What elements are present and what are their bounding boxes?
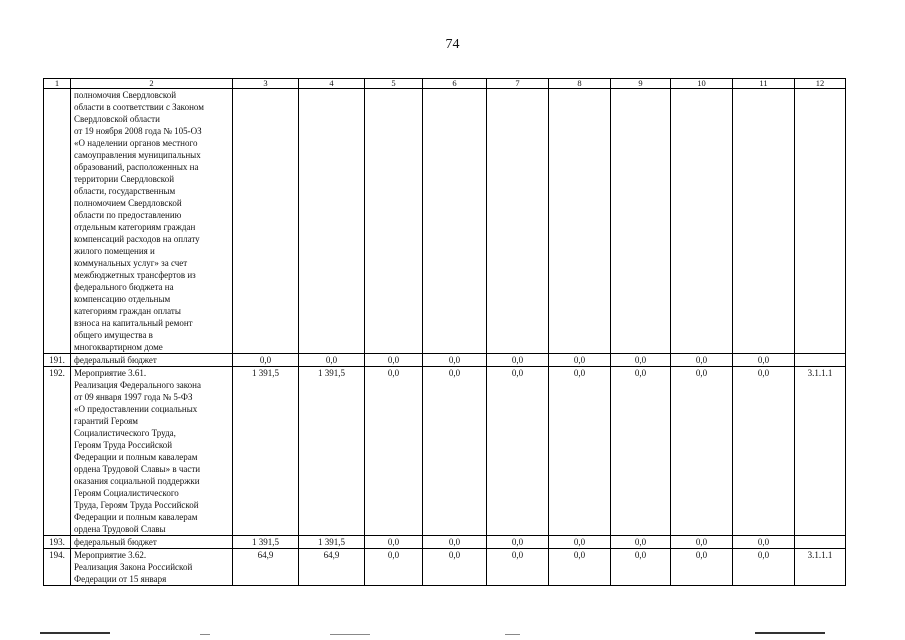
value-cell: 0,0 — [733, 549, 795, 586]
value-cell: 0,0 — [487, 549, 549, 586]
column-header: 10 — [671, 79, 733, 89]
value-cell — [299, 89, 365, 354]
column-numbers-row — [44, 79, 846, 89]
value-cell — [611, 89, 671, 354]
column-header: 7 — [487, 79, 549, 89]
value-cell: 0,0 — [671, 549, 733, 586]
budget-table — [43, 78, 846, 586]
value-cell: 1 391,5 — [299, 367, 365, 536]
code-cell: 3.1.1.1 — [795, 549, 846, 586]
value-cell: 0,0 — [733, 367, 795, 536]
row-number: 192. — [44, 367, 71, 536]
value-cell: 0,0 — [549, 549, 611, 586]
value-cell: 0,0 — [423, 367, 487, 536]
table-row — [44, 89, 846, 354]
value-cell: 0,0 — [733, 354, 795, 367]
value-cell: 0,0 — [365, 549, 423, 586]
row-number — [44, 89, 71, 354]
value-cell: 0,0 — [299, 354, 365, 367]
row-number: 194. — [44, 549, 71, 586]
table-row — [44, 367, 846, 536]
scan-artifact-line — [40, 632, 110, 634]
value-cell: 0,0 — [611, 549, 671, 586]
row-description: Мероприятие 3.61. Реализация Федерального закона от 09 января 1997 года № 5-ФЗ «О предоставлении социальных гарантий Героям Социалистического Труда, Героям Труда Российской Федерации и полным кавалерам ордена Трудовой Славы» в части оказания социальной поддержки Героям Социалистического Труда, Героям Труда Российской Федерации и полным кавалерам ордена Трудовой Славы — [71, 367, 233, 536]
column-header: 2 — [71, 79, 233, 89]
page-number: 74 — [445, 37, 460, 52]
row-number: 193. — [44, 536, 71, 549]
scan-artifact-line — [505, 634, 520, 635]
row-number: 191. — [44, 354, 71, 367]
value-cell: 0,0 — [487, 536, 549, 549]
value-cell — [671, 89, 733, 354]
value-cell: 0,0 — [487, 367, 549, 536]
value-cell — [487, 89, 549, 354]
value-cell: 1 391,5 — [299, 536, 365, 549]
value-cell: 0,0 — [671, 354, 733, 367]
value-cell — [233, 89, 299, 354]
value-cell: 0,0 — [733, 536, 795, 549]
value-cell: 0,0 — [487, 354, 549, 367]
value-cell: 0,0 — [671, 367, 733, 536]
value-cell: 0,0 — [365, 536, 423, 549]
column-header: 12 — [795, 79, 846, 89]
value-cell: 0,0 — [549, 367, 611, 536]
value-cell: 64,9 — [233, 549, 299, 586]
row-description: федеральный бюджет — [71, 536, 233, 549]
row-description: полномочия Свердловской области в соответствии с Законом Свердловской области от 19 ноября 2008 года № 105-ОЗ «О наделении органов местного самоуправления муниципальных образований, расположенных на территории Свердловской области, государственным полномочием Свердловской области по предоставлению отдельным категориям граждан компенсаций расходов на оплату жилого помещения и коммунальных услуг» за счет межбюджетных трансфертов из федерального бюджета на компенсацию отдельным категориям граждан оплаты взноса на капитальный ремонт общего имущества в многоквартирном доме — [71, 89, 233, 354]
column-header: 3 — [233, 79, 299, 89]
value-cell: 0,0 — [365, 367, 423, 536]
table-row — [44, 549, 846, 586]
column-header: 8 — [549, 79, 611, 89]
scan-artifact-line — [755, 632, 825, 634]
value-cell: 0,0 — [611, 354, 671, 367]
value-cell: 64,9 — [299, 549, 365, 586]
value-cell: 1 391,5 — [233, 367, 299, 536]
code-cell: 3.1.1.1 — [795, 367, 846, 536]
column-header: 9 — [611, 79, 671, 89]
row-description: Мероприятие 3.62. Реализация Закона Российской Федерации от 15 января — [71, 549, 233, 586]
value-cell: 0,0 — [365, 354, 423, 367]
table-row — [44, 354, 846, 367]
value-cell: 0,0 — [423, 549, 487, 586]
value-cell: 0,0 — [549, 536, 611, 549]
scan-artifact-line — [200, 634, 210, 635]
value-cell: 0,0 — [423, 354, 487, 367]
row-description: федеральный бюджет — [71, 354, 233, 367]
value-cell: 0,0 — [671, 536, 733, 549]
value-cell: 1 391,5 — [233, 536, 299, 549]
scan-artifact-line — [330, 634, 370, 635]
column-header: 5 — [365, 79, 423, 89]
value-cell: 0,0 — [549, 354, 611, 367]
table-row — [44, 536, 846, 549]
value-cell — [733, 89, 795, 354]
value-cell: 0,0 — [611, 536, 671, 549]
value-cell: 0,0 — [611, 367, 671, 536]
code-cell — [795, 536, 846, 549]
column-header: 1 — [44, 79, 71, 89]
column-header: 11 — [733, 79, 795, 89]
value-cell: 0,0 — [233, 354, 299, 367]
value-cell — [423, 89, 487, 354]
value-cell: 0,0 — [423, 536, 487, 549]
value-cell — [365, 89, 423, 354]
column-header: 6 — [423, 79, 487, 89]
code-cell — [795, 354, 846, 367]
column-header: 4 — [299, 79, 365, 89]
code-cell — [795, 89, 846, 354]
value-cell — [549, 89, 611, 354]
